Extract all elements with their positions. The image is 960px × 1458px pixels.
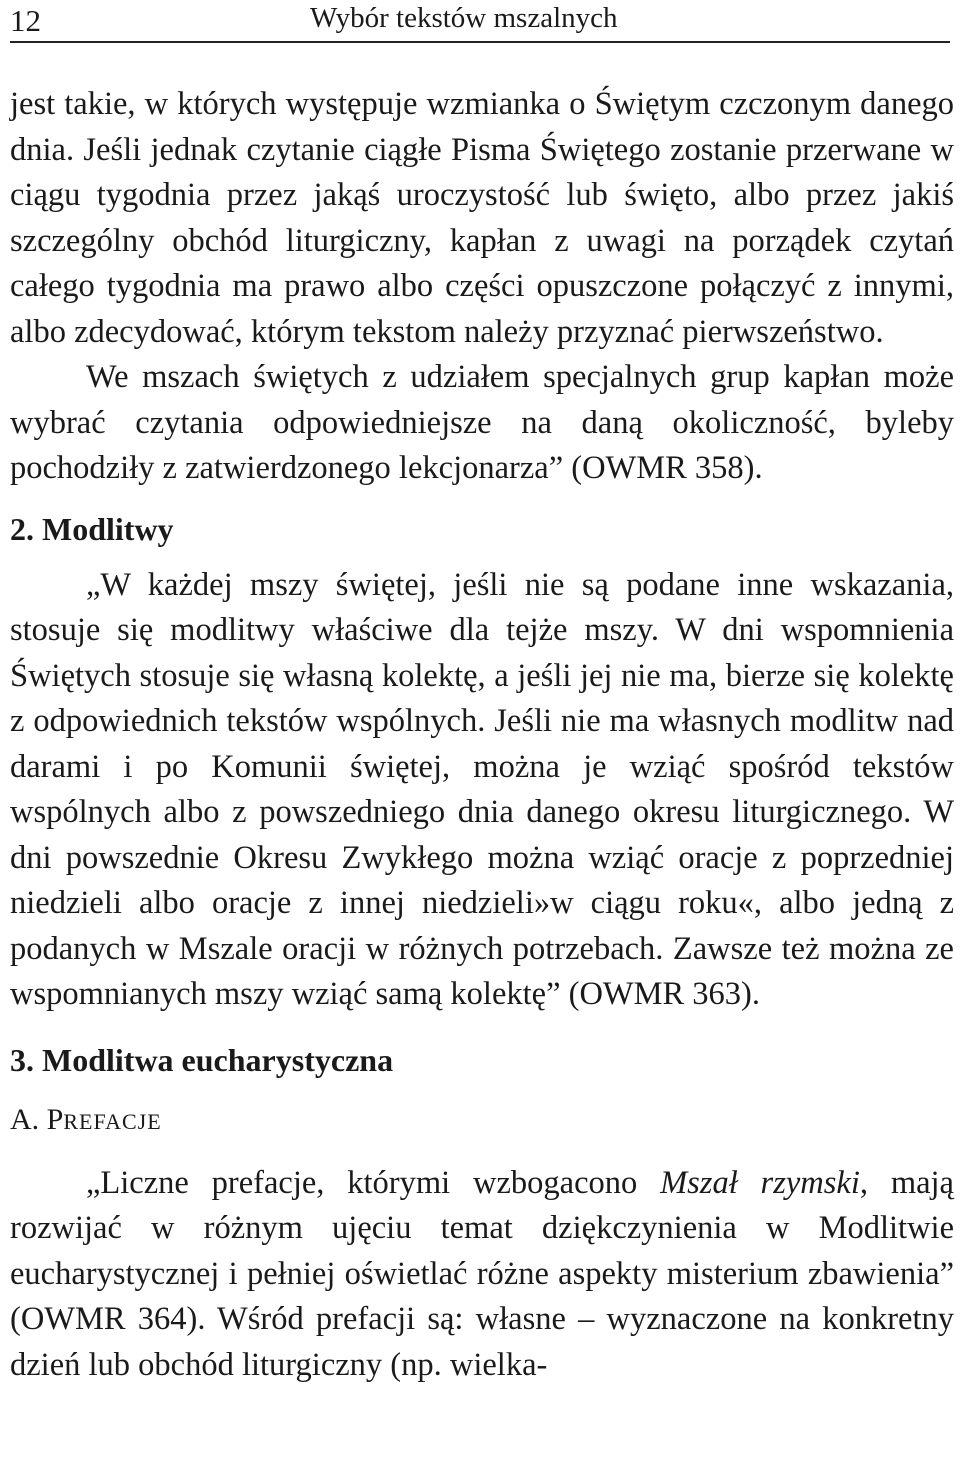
subsection-heading-prefacje xyxy=(10,1097,954,1144)
book-title-mszal-rzymski: Mszał rzymski xyxy=(660,1164,860,1201)
section-heading-eucharistic-prayer: 3. Modlitwa eucharystyczna xyxy=(10,1041,394,1078)
running-header xyxy=(10,0,950,43)
paragraph-special-groups: We mszach świętych z udziałem specjalnych grup kapłan może wybrać czytania odpowiedniejsze na daną okoliczność, byleby pochodziły z zatwierdzonego lekcjonarza” (OWMR 358). xyxy=(10,359,954,486)
paragraph-prefaces xyxy=(10,1161,954,1389)
page-body xyxy=(10,82,954,1388)
page-number: 12 xyxy=(10,3,41,38)
subsection-prefix: A. P xyxy=(10,1102,64,1136)
subsection-small-caps: REFACJE xyxy=(63,1108,162,1134)
section-heading-modlitwy: 2. Modlitwy xyxy=(10,510,174,547)
running-title: Wybór tekstów mszalnych xyxy=(310,2,618,34)
paragraph-prayers-quote: „W każdej mszy świętej, jeśli nie są podane inne wskazania, stosuje się modlitwy właściwe dla tejże mszy. W dni wspomnienia Świętych stosuje się własną kolektę, a jeśli jej nie ma, bierze się kolektę z odpowiednich tekstów wspólnych. Jeśli nie ma własnych modlitw nad darami i po Komunii świętej, można je wziąć spośród tekstów wspólnych albo z powszedniego dnia danego okresu liturgicznego. W dni powszednie Okresu Zwykłego można wziąć oracje z poprzedniej niedzieli albo oracje z innej niedzieli»w ciągu roku«, albo jedną z podanych w Mszale oracji w różnych potrzebach. Zawsze też można ze wspomnianych mszy wziąć samą kolektę” (OWMR 363). xyxy=(10,566,954,1012)
paragraph-prefaces-start: „Liczne prefacje, którymi wzbogacono xyxy=(86,1164,661,1201)
paragraph-prefaces-rest: , mają rozwijać w różnym ujęciu temat dziękczynienia w Modlitwie eucharystycznej i pełniej oświetlać różne aspekty misterium zbawienia” (OWMR 364). Wśród prefacji są: własne – wyznaczone na konkretny dzień lub obchód liturgiczny (np. wielka- xyxy=(10,1164,954,1383)
paragraph-continued: jest takie, w których występuje wzmianka o Świętym czczonym danego dnia. Jeśli jednak czytanie ciągłe Pisma Świętego zostanie przerwane w ciągu tygodnia przez jakąś uroczystość lub święto, albo przez jakiś szczególny obchód liturgiczny, kapłan z uwagi na porządek czytań całego tygodnia ma prawo albo części opuszczone połączyć z innymi, albo zdecydować, którym tekstom należy przyznać pierwszeństwo. xyxy=(10,86,954,350)
